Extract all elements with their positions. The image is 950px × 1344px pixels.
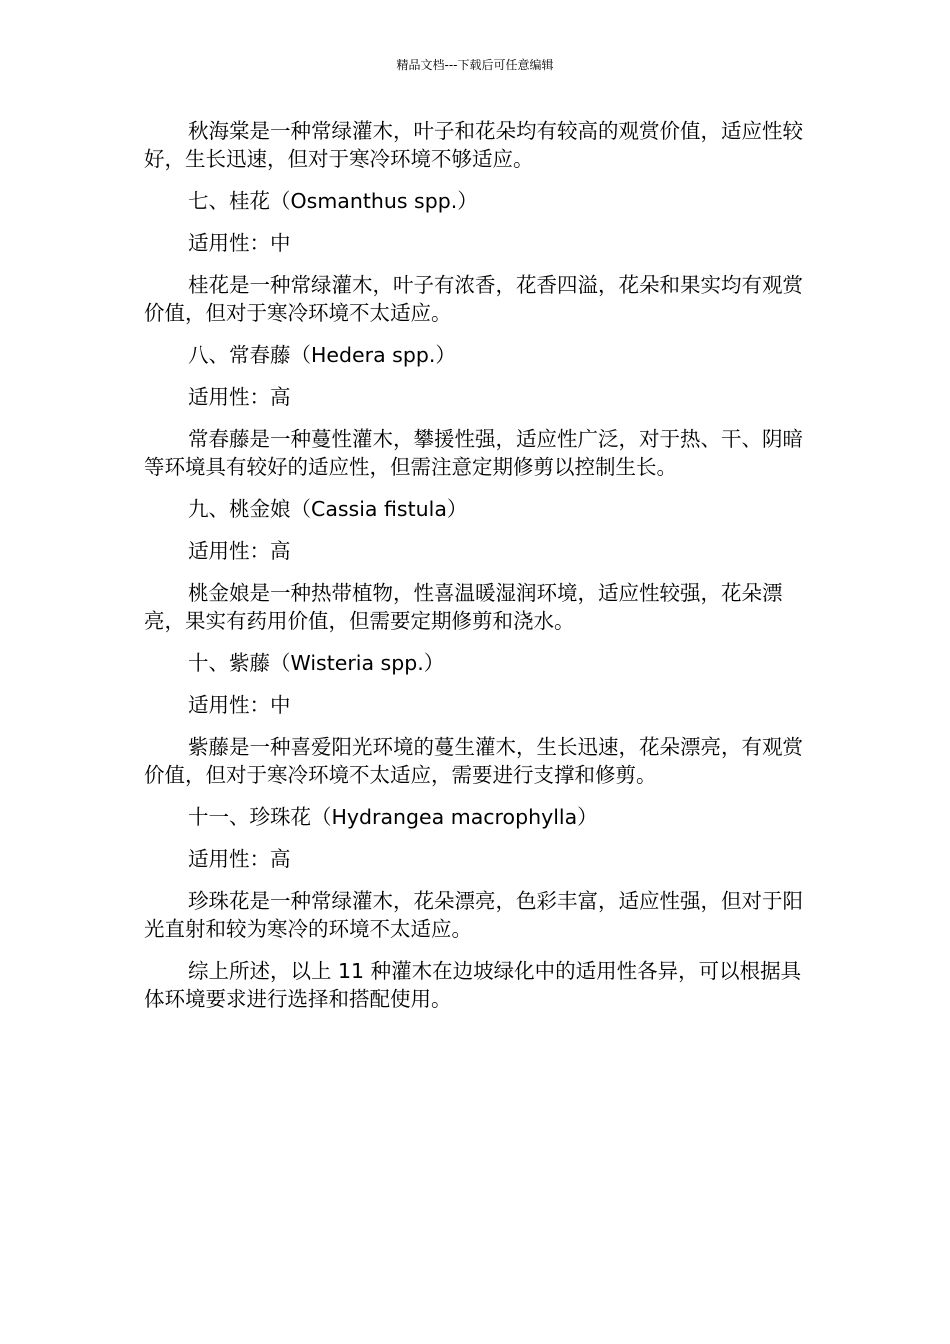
heading-hydrangea: 十一、珍珠花（Hydrangea macrophylla） [188,805,598,829]
wisteria-suitability: 适用性：中 [188,693,291,717]
page-header: 精品文档---下载后可任意编辑 [396,58,554,72]
heading-osmanthus: 七、桂花（Osmanthus spp.） [188,189,478,213]
heading-hedera: 八、常春藤（Hedera spp.） [188,343,456,367]
paragraph-wisteria-description: 紫藤是一种喜爱阳光环境的蔓生灌木，生长迅速，花朵漂亮，有观赏价值，但对于寒冷环境不太适应，需要进行支撑和修剪。 [144,735,803,787]
heading-wisteria: 十、紫藤（Wisteria spp.） [188,651,445,675]
osmanthus-suitability: 适用性：中 [188,231,291,255]
hydrangea-suitability: 适用性：高 [188,847,291,871]
paragraph-hedera-description: 常春藤是一种蔓性灌木，攀援性强，适应性广泛，对于热、干、阴暗等环境具有较好的适应性，但需注意定期修剪以控制生长。 [144,427,803,479]
cassia-suitability: 适用性：高 [188,539,291,563]
paragraph-begonia-description: 秋海棠是一种常绿灌木，叶子和花朵均有较高的观赏价值，适应性较好，生长迅速，但对于寒冷环境不够适应。 [144,119,803,171]
paragraph-cassia-description: 桃金娘是一种热带植物，性喜温暖湿润环境，适应性较强，花朵漂亮，果实有药用价值，但需要定期修剪和浇水。 [144,581,783,633]
hedera-suitability: 适用性：高 [188,385,291,409]
paragraph-osmanthus-description: 桂花是一种常绿灌木，叶子有浓香，花香四溢，花朵和果实均有观赏价值，但对于寒冷环境不太适应。 [144,273,803,325]
document-body [144,117,808,1027]
paragraph-conclusion: 综上所述，以上 11 种灌木在边坡绿化中的适用性各异，可以根据具体环境要求进行选择和搭配使用。 [144,959,802,1011]
heading-cassia: 九、桃金娘（Cassia fistula） [188,497,468,521]
paragraph-hydrangea-description: 珍珠花是一种常绿灌木，花朵漂亮，色彩丰富，适应性强，但对于阳光直射和较为寒冷的环境不太适应。 [144,889,803,941]
